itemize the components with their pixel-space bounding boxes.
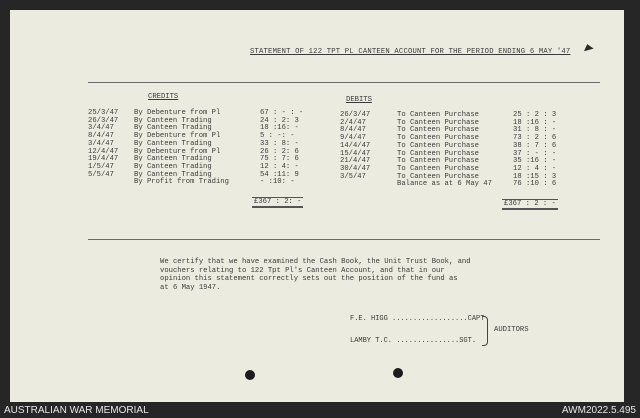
entry-description: By Canteen Trading bbox=[134, 170, 212, 179]
statement-title: STATEMENT OF 122 TPT PL CANTEEN ACCOUNT FOR THE PERIOD ENDING 6 MAY '47 bbox=[250, 48, 571, 56]
entry-description: To Canteen Purchase bbox=[397, 157, 479, 166]
entry-amount: 25 : 2 : 3 bbox=[513, 111, 557, 119]
entry-description: To Canteen Purchase bbox=[397, 118, 479, 127]
signature-captain: F.E. HIGG ..................CAPT bbox=[350, 315, 485, 323]
entry-date: 30/4/47 bbox=[340, 164, 371, 173]
entry-amount: 75 : 7: 6 bbox=[260, 155, 299, 164]
auditors-label: AUDITORS bbox=[494, 326, 529, 334]
entry-amount: 12 : 4: - bbox=[260, 162, 299, 171]
footer-accession-number: AWM2022.5.495 bbox=[561, 405, 636, 416]
entry-amount: 24 : 2: 3 bbox=[260, 116, 299, 125]
entry-date: 3/4/47 bbox=[88, 139, 114, 148]
entry-description: Balance as at 6 May 47 bbox=[397, 180, 492, 189]
entry-description: By Canteen Trading bbox=[134, 116, 212, 125]
punch-hole-left bbox=[245, 370, 255, 380]
entry-description: By Profit from Trading bbox=[134, 178, 229, 187]
credits-list bbox=[88, 110, 320, 187]
entry-date: 1/5/47 bbox=[88, 162, 114, 171]
punch-hole-right bbox=[393, 368, 403, 378]
entry-date: 19/4/47 bbox=[88, 155, 119, 164]
entry-amount: 31 : 8 : - bbox=[513, 126, 557, 135]
entry-amount: 18 :15 : 3 bbox=[513, 172, 557, 181]
debits-heading: DEBITS bbox=[346, 96, 372, 104]
entry-amount: 18 :16 : - bbox=[513, 118, 557, 127]
entry-date: 9/4/47 bbox=[340, 134, 366, 143]
debits-total: £367 : 2 : - bbox=[504, 200, 556, 208]
entry-description: To Canteen Purchase bbox=[397, 111, 479, 119]
entry-date bbox=[88, 179, 134, 187]
entry-amount: 5 : -: - bbox=[260, 132, 295, 141]
debits-row bbox=[340, 181, 583, 189]
signature-sergeant: LAMBY T.C. ...............SGT. bbox=[350, 337, 477, 345]
entry-description: To Canteen Purchase bbox=[397, 134, 479, 143]
entry-amount: 18 :16: - bbox=[260, 124, 299, 133]
entry-amount: 26 : 2: 6 bbox=[260, 147, 299, 156]
entry-description: By Debenture from Pl bbox=[134, 109, 221, 117]
debits-list bbox=[340, 112, 583, 189]
entry-amount: 37 : - : - bbox=[513, 149, 557, 158]
entry-description: By Canteen Trading bbox=[134, 124, 212, 133]
entry-description: By Canteen Trading bbox=[134, 139, 212, 148]
entry-description: To Canteen Purchase bbox=[397, 149, 479, 158]
entry-description: To Canteen Purchase bbox=[397, 164, 479, 173]
entry-description: By Debenture from Pl bbox=[134, 132, 221, 141]
entry-amount: 35 :16 : - bbox=[513, 157, 557, 166]
footer-source: AUSTRALIAN WAR MEMORIAL bbox=[4, 405, 149, 416]
entry-description: By Canteen Trading bbox=[134, 155, 212, 164]
entry-date: 15/4/47 bbox=[340, 149, 371, 158]
entry-amount: 38 : 7 : 6 bbox=[513, 141, 557, 150]
entry-amount: 76 :10 : 6 bbox=[513, 180, 557, 189]
entry-description: To Canteen Purchase bbox=[397, 141, 479, 150]
entry-date: 8/4/47 bbox=[88, 132, 114, 141]
entry-amount: 73 : 2 : 6 bbox=[513, 134, 557, 143]
entry-description: To Canteen Purchase bbox=[397, 126, 479, 135]
entry-date: 26/3/47 bbox=[340, 111, 371, 119]
certification-text: We certify that we have examined the Cash Book, the Unit Trust Book, and vouchers relating to 122 Tpt Pl's Canteen Account, and that in our opinion this statement correctly sets out the position of the fund as at 6 May 1947. bbox=[160, 258, 471, 292]
entry-date: 14/4/47 bbox=[340, 141, 371, 150]
credits-row bbox=[88, 179, 320, 187]
entry-amount: 54 :11: 9 bbox=[260, 170, 299, 179]
entry-description: By Debenture from Pl bbox=[134, 147, 221, 156]
entry-date: 2/4/47 bbox=[340, 118, 366, 127]
entry-amount: 12 : 4 : - bbox=[513, 164, 557, 173]
credits-total: £367 : 2: - bbox=[254, 198, 302, 206]
entry-date: 3/4/47 bbox=[88, 124, 114, 133]
entry-amount: 67 : - : - bbox=[260, 109, 304, 117]
auditors-bracket bbox=[482, 316, 488, 346]
section-rule bbox=[88, 239, 600, 240]
entry-date bbox=[340, 181, 397, 189]
entry-amount: - :10: - bbox=[260, 178, 295, 187]
credits-heading: CREDITS bbox=[148, 93, 179, 101]
entry-date: 5/5/47 bbox=[88, 170, 114, 179]
entry-description: To Canteen Purchase bbox=[397, 172, 479, 181]
header-rule bbox=[88, 82, 600, 83]
entry-description: By Canteen Trading bbox=[134, 162, 212, 171]
entry-amount: 33 : 8: - bbox=[260, 139, 299, 148]
entry-date: 21/4/47 bbox=[340, 157, 371, 166]
entry-date: 12/4/47 bbox=[88, 147, 119, 156]
entry-date: 3/5/47 bbox=[340, 172, 366, 181]
entry-date: 26/3/47 bbox=[88, 116, 119, 125]
entry-date: 25/3/47 bbox=[88, 109, 119, 117]
entry-date: 8/4/47 bbox=[340, 126, 366, 135]
